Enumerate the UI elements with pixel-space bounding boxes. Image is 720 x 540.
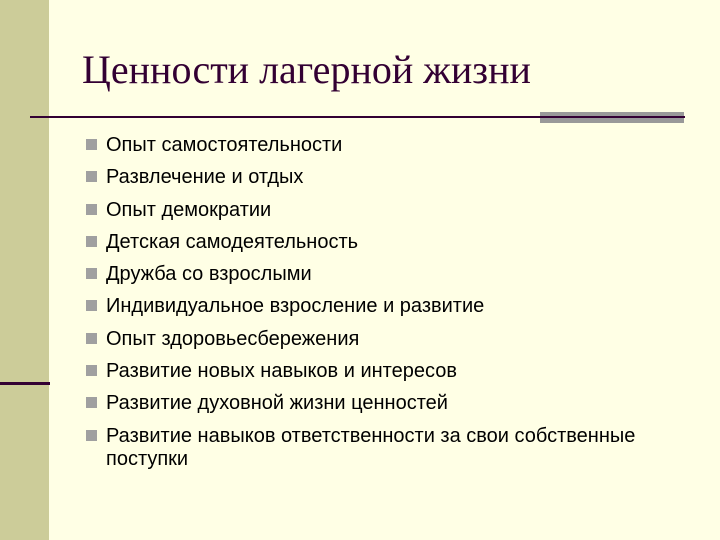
bullet-item [86, 328, 686, 360]
bullet-text: Опыт самостоятельности [106, 134, 343, 156]
bullet-item [86, 425, 686, 471]
square-bullet-icon [86, 268, 97, 279]
title-divider-block [540, 112, 684, 123]
bullet-text: Развлечение и отдых [106, 166, 304, 189]
bullet-text: Развитие духовной жизни ценностей [106, 392, 448, 415]
bullet-text: Опыт здоровьесбережения [106, 327, 360, 350]
bullet-item [86, 263, 686, 295]
bullet-text: Развитие новых навыков и интересов [106, 360, 457, 383]
bullet-item [86, 392, 686, 424]
bullet-text: Дружба со взрослыми [106, 263, 312, 286]
square-bullet-icon [86, 365, 97, 376]
bullet-item [86, 134, 686, 166]
square-bullet-icon [86, 333, 97, 344]
square-bullet-icon [86, 397, 97, 408]
square-bullet-icon [86, 171, 97, 182]
bullet-list [86, 134, 686, 471]
bullet-item [86, 295, 686, 327]
square-bullet-icon [86, 430, 97, 441]
square-bullet-icon [86, 204, 97, 215]
bullet-item [86, 231, 686, 263]
bullet-text: Детская самодеятельность [106, 230, 359, 253]
left-accent-line [0, 382, 50, 385]
square-bullet-icon [86, 236, 97, 247]
bullet-item [86, 166, 686, 198]
slide-title: Ценности лагерной жизни [82, 47, 531, 92]
left-decorative-band [0, 0, 49, 540]
square-bullet-icon [86, 139, 97, 150]
bullet-item [86, 199, 686, 231]
bullet-text: Опыт демократии [106, 198, 272, 221]
square-bullet-icon [86, 300, 97, 311]
bullet-text: Развитие навыков ответственности за свои собственные поступки [106, 424, 636, 470]
bullet-item [86, 360, 686, 392]
bullet-text: Индивидуальное взросление и развитие [106, 295, 485, 318]
